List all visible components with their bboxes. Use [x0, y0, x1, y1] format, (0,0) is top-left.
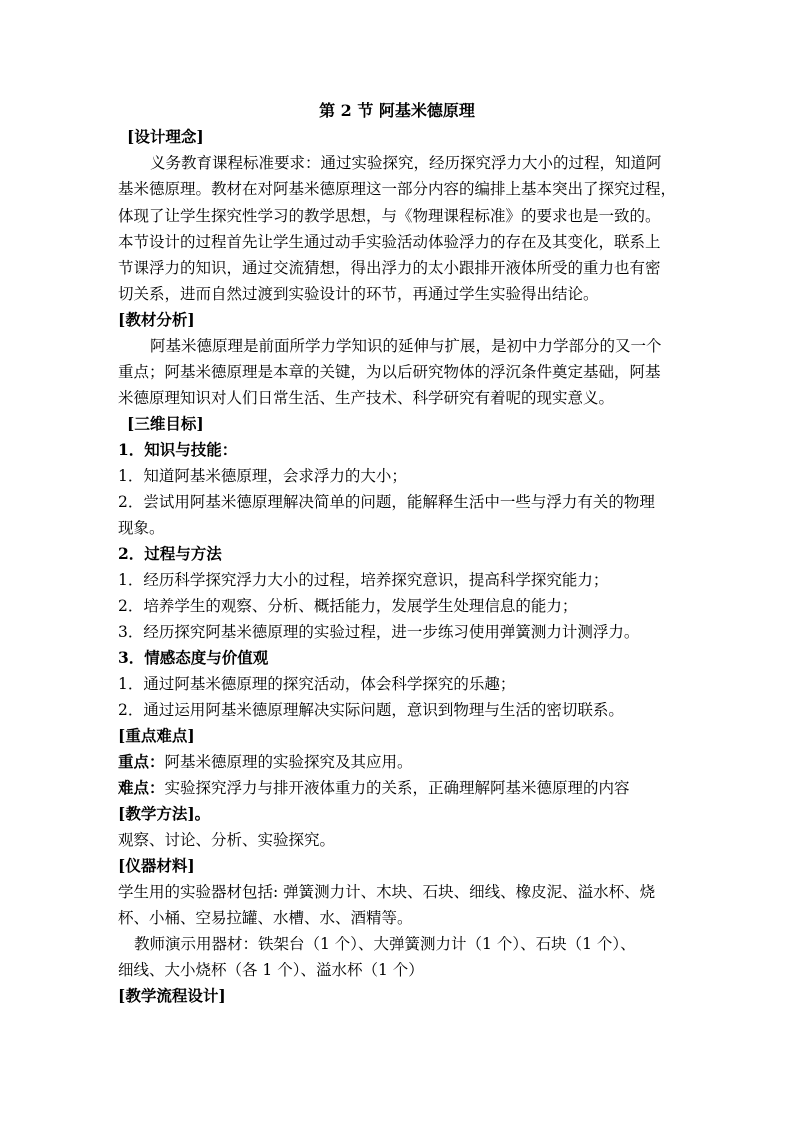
difficulty-label: 难点：: [118, 778, 165, 797]
list-item: 2．培养学生的观察、分析、概括能力，发展学生处理信息的能力；: [118, 597, 578, 615]
paragraph-line: 观察、讨论、分析、实验探究。: [118, 831, 336, 849]
key-text: 阿基米德原理的实验探究及其应用。: [164, 753, 413, 771]
section-heading-goals: [三维目标]: [127, 414, 204, 433]
section-heading-design: [设计理念]: [127, 127, 204, 146]
list-item: 1．经历科学探究浮力大小的过程，培养探究意识，提高科学探究能力；: [118, 571, 609, 589]
list-item: 现象。: [118, 519, 165, 537]
list-item: 1．通过阿基米德原理的探究活动，体会科学探究的乐趣；: [118, 675, 516, 693]
paragraph-line: 杯、小桶、空易拉罐、水槽、水、酒精等。: [118, 909, 413, 927]
paragraph-line: 教师演示用器材：铁架台（1 个）、大弹簧测力计（1 个）、石块（1 个）、: [134, 935, 636, 953]
subheading-process: 2．过程与方法: [118, 544, 222, 563]
paragraph-line: 基米德原理。教材在对阿基米德原理这一部分内容的编排上基本突出了探究过程，: [118, 180, 677, 198]
list-item: 1．知道阿基米德原理，会求浮力的大小；: [118, 467, 407, 485]
subheading-knowledge: 1．知识与技能：: [118, 440, 238, 459]
paragraph-line: 体现了让学生探究性学习的教学思想，与《物理课程标准》的要求也是一致的。: [118, 207, 661, 225]
section-heading-analysis: [教材分析]: [118, 310, 195, 329]
paragraph-line: 重点；阿基米德原理是本章的关键，为以后研究物体的浮沉条件奠定基础，阿基: [118, 363, 661, 381]
paragraph-line: 阿基米德原理是前面所学力学知识的延伸与扩展，是初中力学部分的又一个: [150, 337, 662, 355]
key-label: 重点：: [118, 752, 165, 771]
list-item: 2．尝试用阿基米德原理解决简单的问题，能解释生活中一些与浮力有关的物理: [118, 493, 655, 511]
list-item: 3．经历探究阿基米德原理的实验过程，进一步练习使用弹簧测力计测浮力。: [118, 623, 640, 641]
section-heading-flow: [教学流程设计]: [118, 986, 226, 1005]
paragraph-line: 切关系，进而自然过渡到实验设计的环节，再通过学生实验得出结论。: [118, 285, 599, 303]
section-heading-methods: [教学方法]。: [118, 804, 211, 823]
page-title: 第 2 节 阿基米德原理: [319, 101, 475, 120]
difficulty-text: 实验探究浮力与排开液体重力的关系，正确理解阿基米德原理的内容: [164, 779, 630, 797]
difficulty-line: [118, 775, 630, 801]
section-heading-key-points: [重点难点]: [118, 726, 195, 745]
section-heading-materials: [仪器材料]: [118, 856, 195, 875]
paragraph-line: 米德原理知识对人们日常生活、生产技术、科学研究有着呢的现实意义。: [118, 389, 615, 407]
key-point-line: [118, 749, 413, 775]
paragraph-line: 节课浮力的知识，通过交流猜想，得出浮力的太小跟排开液体所受的重力也有密: [118, 259, 661, 277]
subheading-attitude: 3．情感态度与价值观: [118, 648, 269, 667]
paragraph-line: 细线、大小烧杯（各 1 个）、溢水杯（1 个）: [118, 961, 424, 979]
paragraph-line: 本节设计的过程首先让学生通过动手实验活动体验浮力的存在及其变化，联系上: [118, 233, 661, 251]
paragraph-line: 义务教育课程标准要求：通过实验探究，经历探究浮力大小的过程，知道阿: [150, 154, 662, 172]
paragraph-line: 学生用的实验器材包括: 弹簧测力计、木块、石块、细线、橡皮泥、溢水杯、烧: [118, 883, 656, 901]
list-item: 2．通过运用阿基米德原理解决实际问题，意识到物理与生活的密切联系。: [118, 701, 624, 719]
